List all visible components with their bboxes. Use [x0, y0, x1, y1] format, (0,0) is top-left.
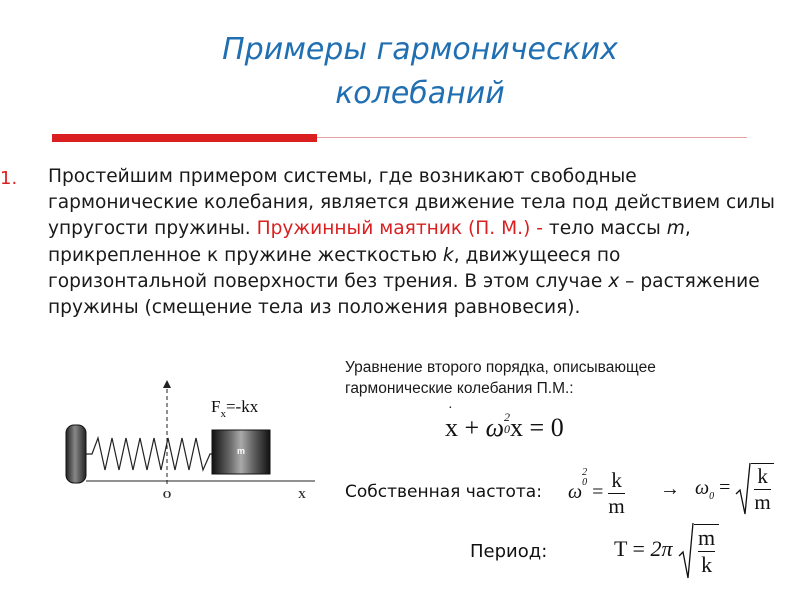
plus-sign: +	[464, 413, 480, 442]
two-pi: 2π	[650, 536, 673, 562]
period-formula	[614, 522, 719, 580]
radical-sign	[735, 462, 751, 516]
fraction-k-over-m: $\frac{k}{m}$	[608, 468, 625, 518]
mass-label: m	[236, 446, 246, 456]
frequency-formula-1	[568, 468, 625, 519]
text-segment: тело массы	[542, 218, 667, 240]
text-segment: Простейшим примером системы, где возникают свободные гармонические колебания, является движение тела под действием силы упругости пружины.	[48, 166, 775, 240]
spring-pendulum-diagram	[60, 380, 330, 505]
variable-k: k	[442, 244, 454, 266]
equals-sign: =	[719, 476, 731, 499]
omega-zero: $\omega_0$	[695, 476, 715, 502]
zero: 0	[550, 413, 564, 442]
title-line-1: Примеры гармонических	[222, 32, 618, 67]
equals-sign: =	[632, 536, 645, 562]
list-item-text	[48, 164, 776, 321]
title-divider-thin	[317, 137, 747, 138]
spring	[86, 438, 212, 470]
highlighted-term: Пружинный маятник (П. М.) -	[256, 218, 543, 240]
origin-label: O	[162, 489, 172, 501]
frequency-label: Собственная частота:	[345, 482, 542, 502]
text-segment: , прикрепленное к пружине жесткостью	[48, 218, 691, 266]
title-divider-thick	[52, 134, 317, 142]
equals-sign: =	[529, 413, 545, 442]
x-ddot: · x	[445, 401, 458, 442]
period-label: Период:	[470, 541, 548, 562]
motion-equation	[445, 401, 564, 443]
page-title	[180, 28, 660, 116]
wall-support	[66, 425, 86, 483]
title-line-2: колебаний	[335, 76, 505, 111]
radical-sign	[678, 522, 694, 580]
omega-squared: ω 2 0	[568, 467, 588, 504]
frequency-formula-2	[695, 462, 774, 516]
sqrt-m-over-k: $\frac{m}{k}$	[678, 522, 719, 580]
equals-sign: =	[592, 481, 604, 504]
variable-x: x	[608, 270, 620, 292]
text-segment: , движущееся по горизонтальной поверхности без трения. В этом случае	[48, 244, 621, 292]
sqrt-k-over-m: $\frac{k}{m}$	[735, 462, 773, 516]
dot-mark: ·	[448, 401, 453, 416]
x-var: x	[510, 413, 524, 442]
period-T: T	[614, 536, 628, 562]
equation-caption: Уравнение второго порядка, описывающее гармонические колебания П.М.:	[345, 359, 656, 397]
x-axis-label: X	[298, 489, 306, 501]
axis-arrowhead	[163, 380, 171, 388]
list-number: 1.	[0, 168, 18, 189]
force-label: $F_x=-kx$	[211, 397, 259, 420]
omega-squared: ω 2 0	[485, 410, 511, 442]
arrow-icon: →	[660, 478, 680, 500]
text-segment: – растяжение пружины (смещение тела из положения равновесия).	[48, 270, 760, 319]
variable-m: m	[666, 218, 685, 240]
